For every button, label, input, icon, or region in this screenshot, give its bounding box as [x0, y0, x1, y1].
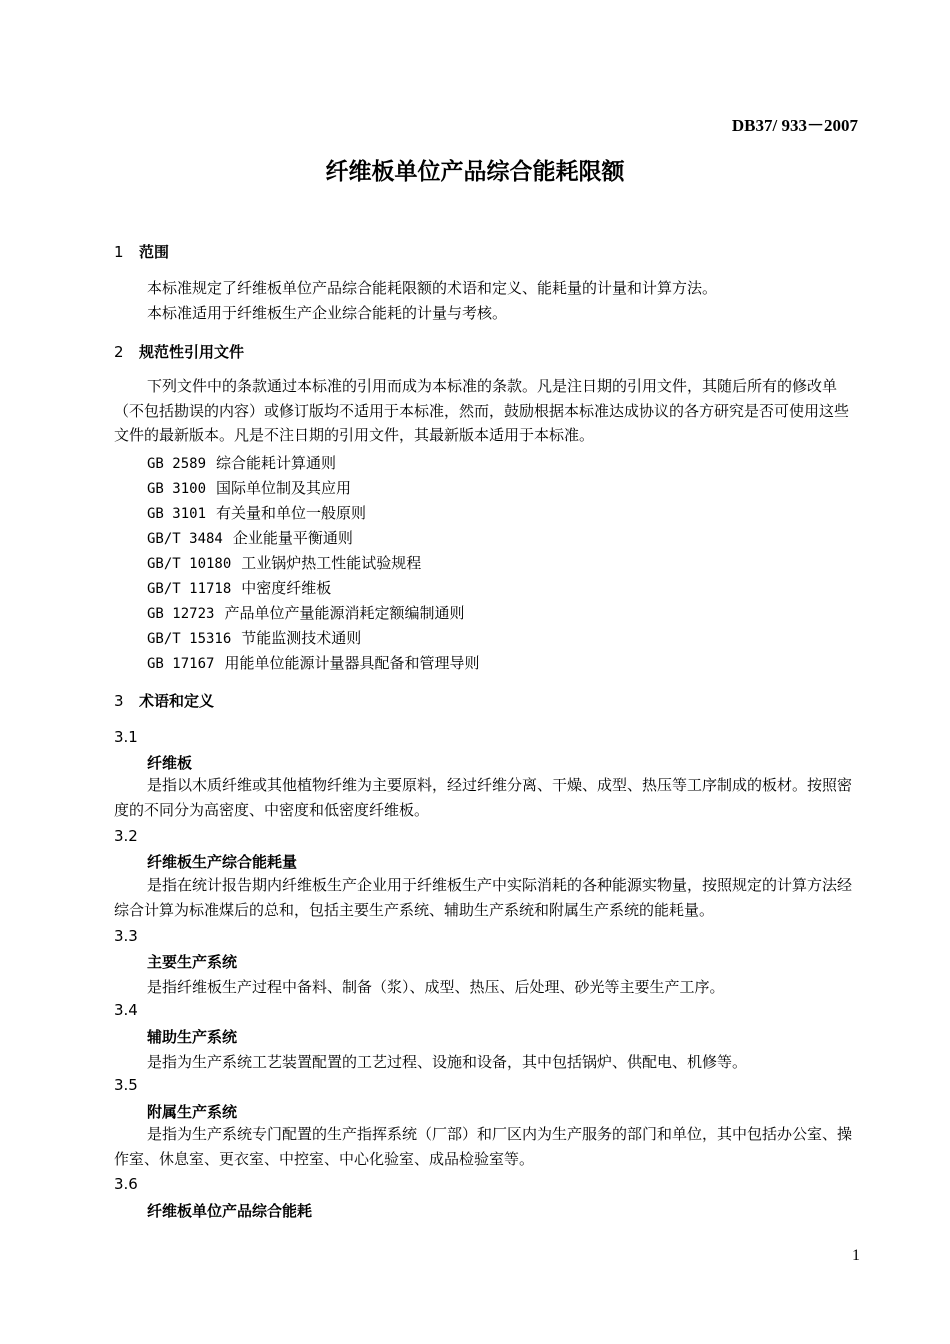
standard-code: DB37/ 933－2007: [731, 116, 858, 135]
term-name: 纤维板: [147, 754, 193, 772]
term-definition: 是指以木质纤维或其他植物纤维为主要原料，经过纤维分离、干燥、成型、热压等工序制成的板材。按照密度的不同分为高密度、中密度和低密度纤维板。: [114, 776, 853, 819]
term-definition: 是指纤维板生产过程中备料、制备（浆）、成型、热压、后处理、砂光等主要生产工序。: [147, 978, 725, 996]
term-name: 纤维板单位产品综合能耗: [147, 1202, 313, 1220]
reference-code: GB 12723: [147, 606, 215, 622]
paragraph: 本标准规定了纤维板单位产品综合能耗限额的术语和定义、能耗量的计量和计算方法。: [147, 279, 718, 297]
section-heading-normative-references: [114, 341, 244, 362]
term-name: 纤维板生产综合能耗量: [147, 853, 298, 871]
reference-item: [147, 477, 351, 498]
term-number: 3.4: [114, 1001, 138, 1019]
section-number: 3: [114, 692, 124, 710]
term-number: 3.5: [114, 1076, 138, 1094]
reference-name: 中密度纤维板: [241, 579, 332, 597]
reference-item: [147, 502, 366, 523]
term-number: 3.6: [114, 1175, 138, 1193]
reference-item: [147, 627, 361, 648]
reference-code: GB 2589: [147, 456, 207, 472]
term-number: 3.2: [114, 827, 138, 845]
term-number: 3.3: [114, 927, 138, 945]
term-definition: 是指为生产系统专门配置的生产指挥系统（厂部）和厂区内为生产服务的部门和单位，其中包括办公室、操作室、休息室、更衣室、中控室、中心化验室、成品检验室等。: [114, 1125, 853, 1168]
page-number: 1: [852, 1247, 860, 1264]
section-title: 范围: [139, 243, 170, 261]
term-name: 辅助生产系统: [147, 1028, 238, 1046]
reference-item: [147, 577, 331, 598]
section-heading-scope: [114, 241, 169, 262]
section-title: 规范性引用文件: [139, 343, 245, 361]
reference-name: 产品单位产量能源消耗定额编制通则: [224, 604, 465, 622]
reference-code: GB/T 3484: [147, 531, 223, 547]
reference-name: 节能监测技术通则: [241, 629, 362, 647]
reference-code: GB/T 11718: [147, 581, 232, 597]
reference-item: [147, 602, 464, 623]
reference-item: [147, 652, 479, 673]
reference-code: GB/T 15316: [147, 631, 232, 647]
paragraph: 本标准适用于纤维板生产企业综合能耗的计量与考核。: [147, 304, 508, 322]
reference-code: GB 3100: [147, 481, 207, 497]
reference-name: 国际单位制及其应用: [216, 479, 352, 497]
reference-code: GB/T 10180: [147, 556, 232, 572]
term-name: 附属生产系统: [147, 1103, 238, 1121]
reference-name: 综合能耗计算通则: [216, 454, 337, 472]
section-number: 1: [114, 243, 124, 261]
reference-item: [147, 452, 336, 473]
document-title: 纤维板单位产品综合能耗限额: [325, 159, 625, 185]
reference-code: GB 17167: [147, 656, 215, 672]
reference-name: 企业能量平衡通则: [232, 529, 353, 547]
section-number: 2: [114, 343, 124, 361]
paragraph: 下列文件中的条款通过本标准的引用而成为本标准的条款。凡是注日期的引用文件，其随后所有的修改单（不包括勘误的内容）或修订版均不适用于本标准，然而，鼓励根据本标准达成协议的各方研究是否可使用这些文件的最新版本。凡是不注日期的引用文件，其最新版本适用于本标准。: [114, 377, 850, 444]
term-definition: 是指在统计报告期内纤维板生产企业用于纤维板生产中实际消耗的各种能源实物量，按照规定的计算方法经综合计算为标准煤后的总和，包括主要生产系统、辅助生产系统和附属生产系统的能耗量。: [114, 876, 853, 919]
reference-item: [147, 527, 353, 548]
reference-item: [147, 552, 421, 573]
reference-name: 用能单位能源计量器具配备和管理导则: [224, 654, 480, 672]
reference-name: 有关量和单位一般原则: [216, 504, 367, 522]
section-title: 术语和定义: [139, 692, 215, 710]
reference-code: GB 3101: [147, 506, 207, 522]
section-heading-terms-definitions: [114, 690, 214, 711]
term-name: 主要生产系统: [147, 953, 238, 971]
reference-name: 工业锅炉热工性能试验规程: [241, 554, 422, 572]
term-number: 3.1: [114, 728, 138, 746]
term-definition: 是指为生产系统工艺装置配置的工艺过程、设施和设备，其中包括锅炉、供配电、机修等。: [147, 1053, 748, 1071]
